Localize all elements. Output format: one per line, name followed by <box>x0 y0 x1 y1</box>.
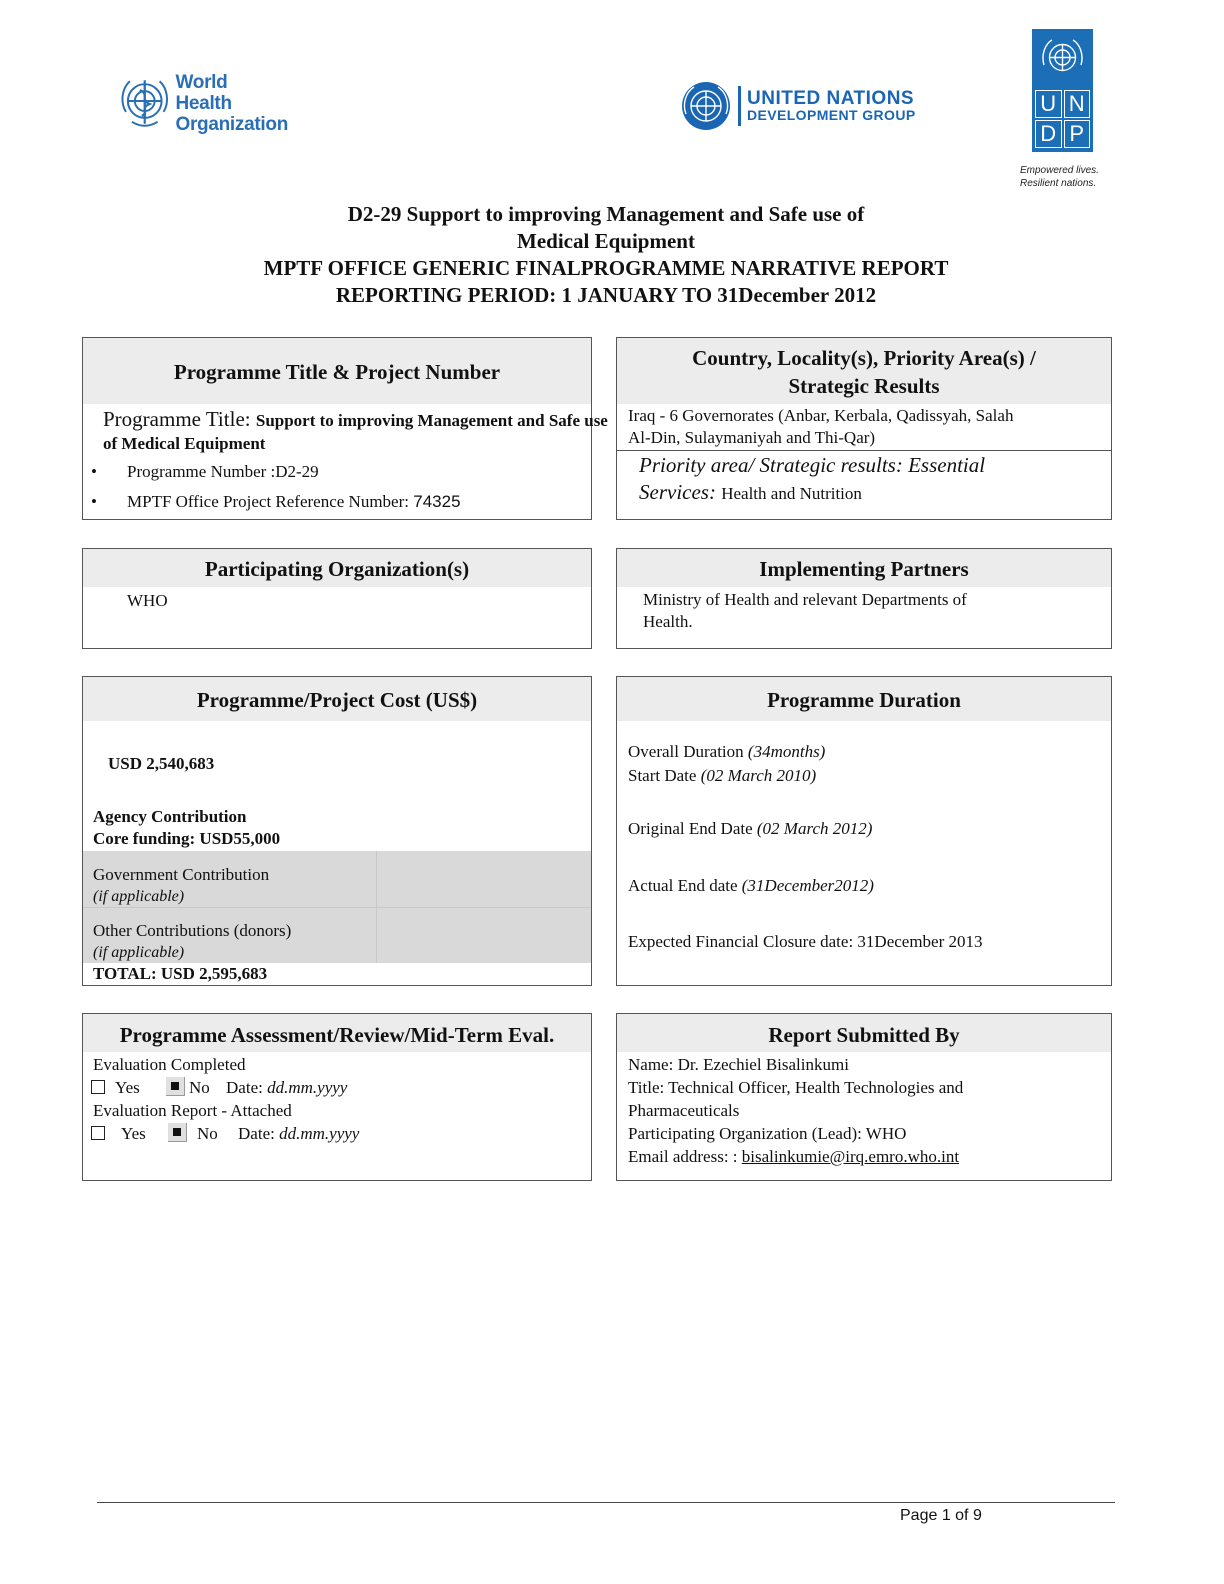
eval-report-yes-checkbox[interactable] <box>91 1126 105 1140</box>
participating-heading: Participating Organization(s) <box>83 549 591 587</box>
country-divider <box>617 450 1111 451</box>
priority-label-line1: Priority area/ Strategic results: Essential <box>639 453 986 477</box>
reference-number-value: 74325 <box>413 492 461 511</box>
report-title <box>150 201 1062 309</box>
page-number: Page 1 of 9 <box>900 1507 982 1524</box>
who-name-line1: World Health <box>175 71 232 114</box>
eval-completed-date-label: Date: <box>226 1078 268 1097</box>
government-label: Government Contribution <box>93 865 270 884</box>
email-link[interactable]: bisalinkumie@irq.emro.who.int <box>741 1147 960 1166</box>
assessment-box <box>82 1013 592 1181</box>
start-date-label: Start Date <box>628 766 701 785</box>
country-box <box>616 337 1112 520</box>
overall-duration-label: Overall Duration <box>628 742 748 761</box>
undp-tagline-line1: Empowered lives. <box>1020 165 1099 176</box>
submitter-title-line1: Title: Technical Officer, Health Technologies and <box>628 1078 964 1097</box>
total-budget: USD 2,540,683 <box>108 754 215 773</box>
un-emblem-icon <box>680 80 732 132</box>
locality-line2: Al-Din, Sulaymaniyah and Thi-Qar) <box>628 428 876 447</box>
implementing-value <box>643 589 967 633</box>
participating-box <box>82 548 592 649</box>
undp-tagline <box>1020 164 1130 190</box>
country-heading-line1: Country, Locality(s), Priority Area(s) / <box>692 346 1036 370</box>
participating-value: WHO <box>127 591 168 610</box>
submitter-details <box>628 1053 963 1168</box>
locality-line1: Iraq - 6 Governorates (Anbar, Kerbala, Qadissyah, Salah <box>628 406 1014 425</box>
who-emblem-icon <box>118 74 171 132</box>
start-date-value: (02 March 2010) <box>700 766 817 785</box>
submitter-name: Name: Dr. Ezechiel Bisalinkumi <box>628 1055 849 1074</box>
programme-title-box <box>82 337 608 520</box>
other-note: (if applicable) <box>93 944 185 961</box>
title-line-1: D2-29 Support to improving Management and Safe use of <box>347 202 865 226</box>
eval-report-yes-label: Yes <box>121 1124 146 1143</box>
programme-title-label: Programme Title: <box>103 407 256 431</box>
country-heading-line2: Strategic Results <box>788 374 940 398</box>
country-heading <box>617 338 1111 404</box>
eval-report-date-value: dd.mm.yyyy <box>279 1124 360 1143</box>
title-line-4: REPORTING PERIOD: 1 JANUARY TO 31December 2012 <box>335 283 877 307</box>
programme-title-heading: Programme Title & Project Number <box>83 338 591 404</box>
overall-duration-value: (34months) <box>747 742 826 761</box>
government-note: (if applicable) <box>93 888 185 905</box>
cost-heading: Programme/Project Cost (US$) <box>83 677 591 721</box>
eval-report-date-label: Date: <box>238 1124 280 1143</box>
undp-letter-n: N <box>1064 90 1091 118</box>
agency-contribution <box>93 806 280 850</box>
evaluation-completed-label: Evaluation Completed <box>93 1055 246 1074</box>
undp-emblem-icon <box>1040 35 1085 80</box>
duration-heading: Programme Duration <box>617 677 1111 721</box>
eval-completed-yes-checkbox[interactable] <box>91 1080 105 1094</box>
priority-label-line2: Services: <box>639 480 722 504</box>
undp-letter-d: D <box>1035 120 1062 148</box>
submitted-box <box>616 1013 1112 1181</box>
undg-name-line1: UNITED NATIONS <box>747 88 915 109</box>
financial-closure: Expected Financial Closure date: 31December 2013 <box>628 932 983 951</box>
programme-number-item: • Programme Number :D2-29 <box>91 462 319 481</box>
actual-end-value: (31December2012) <box>741 876 874 895</box>
submitted-heading: Report Submitted By <box>617 1014 1111 1052</box>
undg-name-line2: DEVELOPMENT GROUP <box>747 107 916 123</box>
reference-number-item: • MPTF Office Project Reference Number: 74325 <box>91 492 461 511</box>
evaluation-report-row <box>91 1122 359 1145</box>
eval-completed-date-value: dd.mm.yyyy <box>267 1078 348 1097</box>
undp-letter-p: P <box>1064 120 1091 148</box>
evaluation-report-label: Evaluation Report - Attached <box>93 1101 292 1120</box>
programme-title-value: Support to improving Management and Safe use <box>255 411 608 430</box>
undg-divider <box>738 86 741 126</box>
footer-divider <box>97 1502 1115 1503</box>
eval-completed-no-label: No <box>189 1078 210 1097</box>
programme-title-value-cont: of Medical Equipment <box>103 434 266 453</box>
undg-logo <box>680 80 950 132</box>
original-end-date <box>628 817 872 840</box>
eval-completed-no-checkbox[interactable] <box>166 1077 185 1096</box>
title-line-2: Medical Equipment <box>517 229 695 253</box>
other-label: Other Contributions (donors) <box>93 921 292 940</box>
programme-number: Programme Number :D2-29 <box>127 462 319 481</box>
original-end-label: Original End Date <box>628 819 757 838</box>
locality <box>628 405 1013 449</box>
undp-logo <box>1032 29 1093 152</box>
eval-report-no-label: No <box>197 1124 218 1143</box>
priority-area <box>639 452 985 507</box>
core-funding: Core funding: USD55,000 <box>93 829 281 848</box>
eval-report-no-checkbox[interactable] <box>168 1123 187 1142</box>
who-logo <box>118 72 288 134</box>
total-cost: TOTAL: USD 2,595,683 <box>93 964 268 983</box>
implementing-heading: Implementing Partners <box>617 549 1111 587</box>
actual-end-label: Actual End date <box>628 876 742 895</box>
original-end-value: (02 March 2012) <box>756 819 873 838</box>
undp-tagline-line2: Resilient nations. <box>1020 178 1097 189</box>
undp-letter-u: U <box>1035 90 1062 118</box>
other-contributions <box>93 919 291 963</box>
duration-box <box>616 676 1112 986</box>
evaluation-completed-row <box>91 1076 347 1099</box>
implementing-box <box>616 548 1112 649</box>
priority-value: Health and Nutrition <box>721 484 862 503</box>
implementing-line2: Health. <box>643 612 693 631</box>
government-contribution <box>93 863 269 907</box>
eval-completed-yes-label: Yes <box>115 1078 140 1097</box>
reference-number-label: MPTF Office Project Reference Number: <box>127 492 414 511</box>
cost-box <box>82 676 592 986</box>
submitter-title-line2: Pharmaceuticals <box>628 1101 740 1120</box>
agency-label: Agency Contribution <box>93 807 247 826</box>
implementing-line1: Ministry of Health and relevant Departments of <box>643 590 967 609</box>
submitter-org: Participating Organization (Lead): WHO <box>628 1124 907 1143</box>
duration-overall-start <box>628 740 825 788</box>
assessment-heading: Programme Assessment/Review/Mid-Term Eval. <box>83 1014 591 1052</box>
who-name-line2: Organization <box>175 113 288 135</box>
email-label: Email address: : <box>628 1147 742 1166</box>
actual-end-date <box>628 874 874 897</box>
title-line-3: MPTF OFFICE GENERIC FINALPROGRAMME NARRATIVE REPORT <box>263 256 949 280</box>
